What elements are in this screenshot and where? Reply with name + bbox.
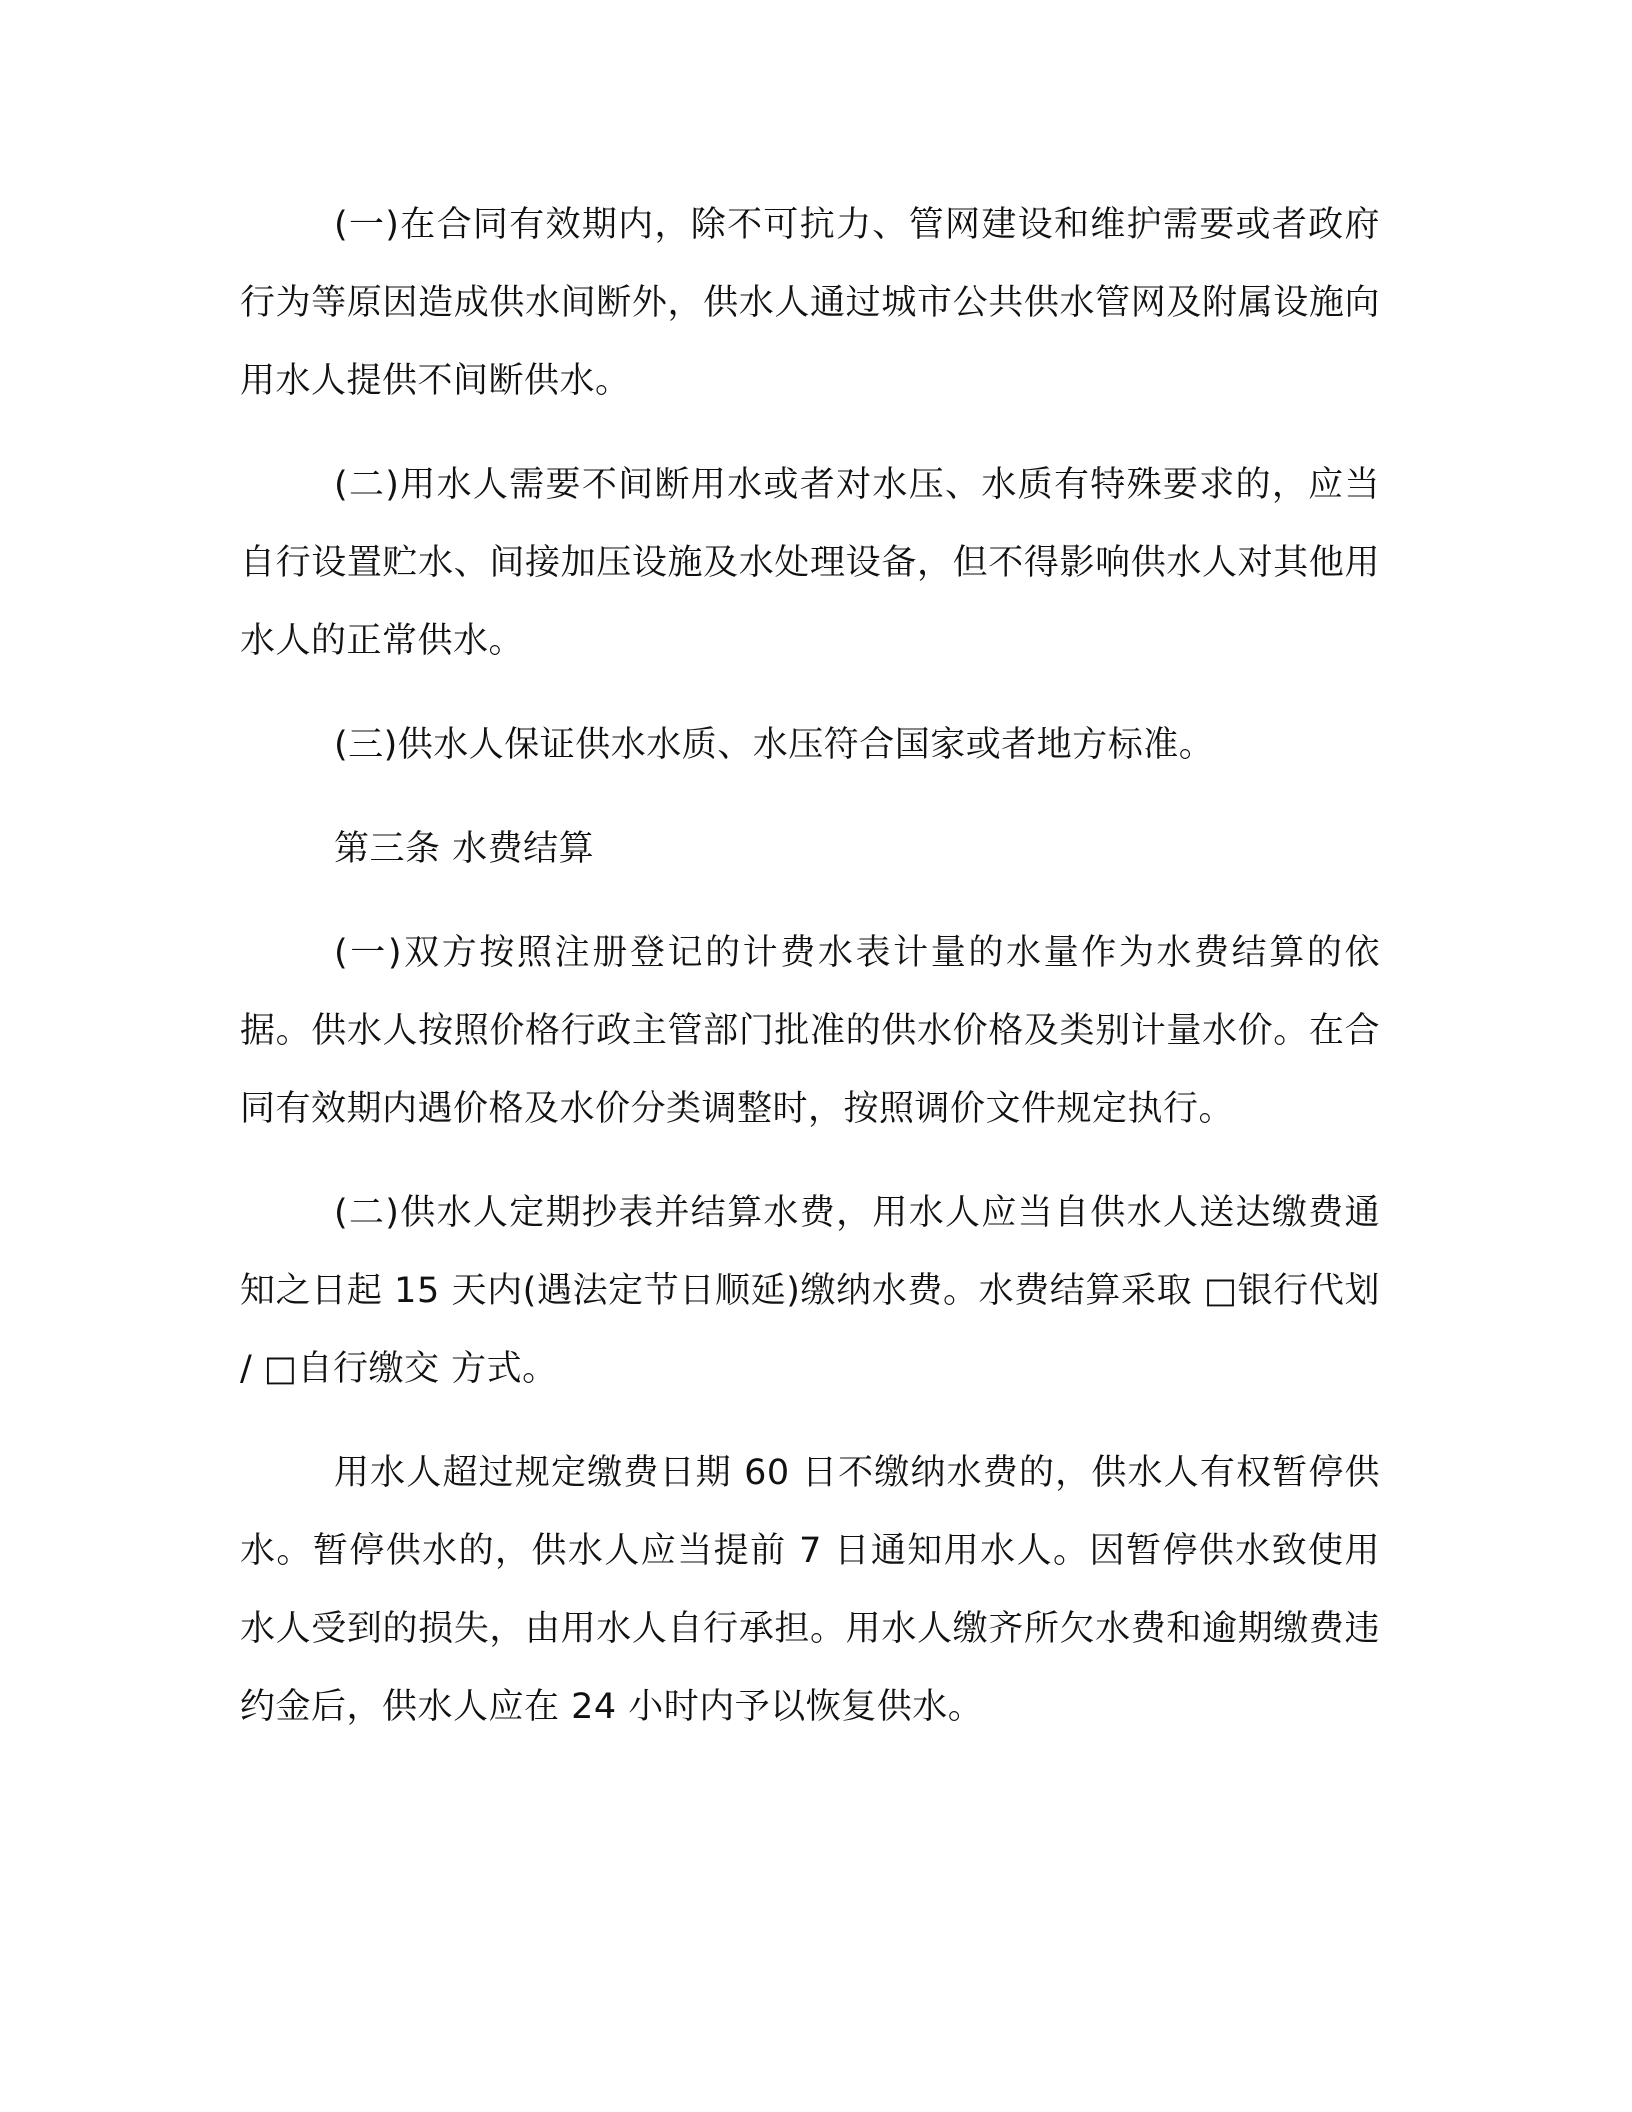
clause-paragraph-2: (二)用水人需要不间断用水或者对水压、水质有特殊要求的，应当自行设置贮水、间接加压设施及水处理设备，但不得影响供水人对其他用水人的正常供水。 — [240, 465, 1380, 661]
clause-paragraph-5: (二)供水人定期抄表并结算水费，用水人应当自供水人送达缴费通知之日起 15 天内(遇法定节日顺延)缴纳水费。水费结算采取 □银行代划 / □自行缴交 方式。 — [240, 1193, 1380, 1389]
clause-paragraph-1: (一)在合同有效期内，除不可抗力、管网建设和维护需要或者政府行为等原因造成供水间断外，供水人通过城市公共供水管网及附属设施向用水人提供不间断供水。 — [240, 205, 1380, 401]
document-body — [240, 186, 1380, 1772]
section-heading: 第三条 水费结算 — [334, 829, 595, 869]
clause-paragraph-3: (三)供水人保证供水水质、水压符合国家或者地方标准。 — [334, 725, 1215, 765]
clause-paragraph-6: 用水人超过规定缴费日期 60 日不缴纳水费的，供水人有权暂停供水。暂停供水的，供水人应当提前 7 日通知用水人。因暂停供水致使用水人受到的损失，由用水人自行承担。用水人缴齐所欠水费和逾期缴费违约金后，供水人应在 24 小时内予以恢复供水。 — [240, 1453, 1380, 1727]
clause-paragraph-4: (一)双方按照注册登记的计费水表计量的水量作为水费结算的依据。供水人按照价格行政主管部门批准的供水价格及类别计量水价。在合同有效期内遇价格及水价分类调整时，按照调价文件规定执行。 — [240, 933, 1380, 1129]
